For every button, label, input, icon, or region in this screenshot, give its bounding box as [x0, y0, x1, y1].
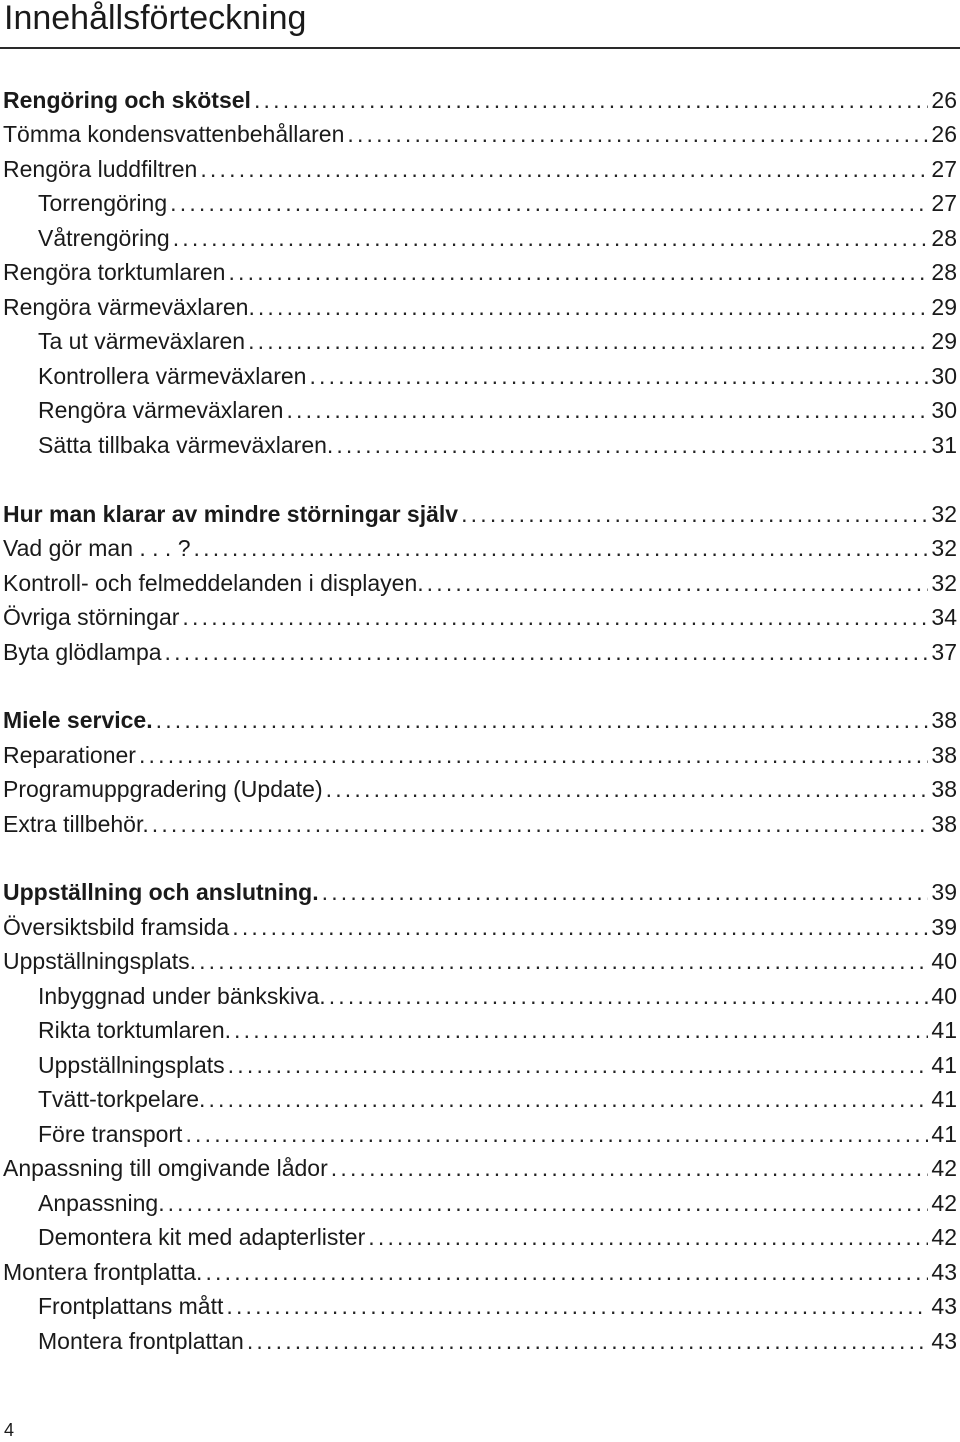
toc-leader-dots	[248, 324, 928, 358]
toc-leader-dots	[168, 1186, 929, 1220]
toc-entry[interactable]	[0, 1324, 957, 1358]
toc-entry-page: 42	[931, 1155, 957, 1181]
toc-entry-page: 30	[931, 363, 957, 389]
toc-entry-page: 40	[931, 948, 957, 974]
toc-leader-dots	[165, 635, 929, 669]
toc-entry[interactable]	[0, 1255, 957, 1289]
toc-entry-page: 41	[931, 1052, 957, 1078]
toc-entry-label: Uppställningsplats.	[3, 948, 197, 974]
toc-entry-page: 38	[931, 742, 957, 768]
toc-entry[interactable]	[0, 1117, 957, 1151]
toc-entry-label: Kontroll- och felmeddelanden i displayen.	[3, 570, 424, 596]
toc-leader-dots	[200, 152, 928, 186]
toc-entry-label: Frontplattans mått	[38, 1293, 224, 1319]
toc-entry-page: 38	[931, 811, 957, 837]
toc-leader-dots	[156, 703, 929, 737]
toc-entry[interactable]	[0, 1048, 957, 1082]
toc-entry[interactable]	[0, 703, 957, 737]
toc-entry[interactable]	[0, 772, 957, 806]
toc-entry-label: Demontera kit med adapterlister	[38, 1224, 366, 1250]
toc-entry-label: Rengöra luddfiltren	[3, 156, 198, 182]
toc-entry[interactable]	[0, 290, 957, 324]
toc-leader-dots	[232, 910, 928, 944]
toc-entry[interactable]	[0, 393, 957, 427]
toc-leader-dots	[326, 772, 929, 806]
toc-entry-page: 27	[931, 156, 957, 182]
toc-entry-label: Programuppgradering (Update)	[3, 776, 323, 802]
toc-entry-label: Tömma kondensvattenbehållaren	[3, 121, 345, 147]
toc-entry[interactable]	[0, 910, 957, 944]
toc-entry-label: Rikta torktumlaren.	[38, 1017, 232, 1043]
toc-entry-page: 38	[931, 776, 957, 802]
toc-leader-dots	[194, 531, 929, 565]
toc-entry-page: 28	[931, 259, 957, 285]
toc-entry-label: Vad gör man . . . ?	[3, 535, 191, 561]
toc-leader-dots	[185, 1117, 928, 1151]
toc-entry-label: Inbyggnad under bänkskiva.	[38, 983, 326, 1009]
toc-leader-dots	[309, 359, 928, 393]
toc-entry[interactable]	[0, 531, 957, 565]
toc-entry[interactable]	[0, 324, 957, 358]
toc-entry[interactable]	[0, 221, 957, 255]
toc-entry-label: Övriga störningar	[3, 604, 180, 630]
toc-entry-page: 39	[931, 914, 957, 940]
toc-entry-label: Rengöring och skötsel	[3, 87, 251, 113]
toc-entry-label: Byta glödlampa	[3, 639, 162, 665]
toc-entry-page: 42	[931, 1224, 957, 1250]
toc-entry-page: 42	[931, 1190, 957, 1216]
toc-entry-label: Översiktsbild framsida	[3, 914, 230, 940]
toc-entry-label: Kontrollera värmeväxlaren	[38, 363, 307, 389]
toc-leader-dots	[286, 393, 928, 427]
toc-entry[interactable]	[0, 807, 957, 841]
toc-entry-label: Uppställning och anslutning.	[3, 879, 319, 905]
toc-entry[interactable]	[0, 566, 957, 600]
toc-leader-dots	[139, 738, 928, 772]
toc-entry[interactable]	[0, 186, 957, 220]
toc-entry-page: 43	[931, 1328, 957, 1354]
toc-entry-label: Ta ut värmeväxlaren	[38, 328, 246, 354]
toc-leader-dots	[368, 1220, 928, 1254]
toc-entry[interactable]	[0, 497, 957, 531]
toc-entry-label: Montera frontplattan	[38, 1328, 244, 1354]
toc-entry[interactable]	[0, 255, 957, 289]
toc-entry-page: 40	[931, 983, 957, 1009]
toc-leader-dots	[199, 944, 928, 978]
toc-entry[interactable]	[0, 117, 957, 151]
toc-entry[interactable]	[0, 1186, 957, 1220]
toc-entry-page: 31	[931, 432, 957, 458]
toc-entry-label: Uppställningsplats	[38, 1052, 225, 1078]
toc-leader-dots	[331, 1151, 929, 1185]
toc-entry-page: 41	[931, 1086, 957, 1112]
toc-entry[interactable]	[0, 635, 957, 669]
toc-entry-label: Extra tillbehör.	[3, 811, 149, 837]
toc-entry[interactable]	[0, 1289, 957, 1323]
toc-leader-dots	[228, 255, 928, 289]
toc-entry-label: Anpassning.	[38, 1190, 165, 1216]
toc-entry-page: 27	[931, 190, 957, 216]
toc-leader-dots	[173, 221, 929, 255]
toc-entry-label: Rengöra torktumlaren	[3, 259, 226, 285]
title-divider	[0, 47, 960, 49]
page-number: 4	[4, 1420, 15, 1440]
toc-entry-label: Rengöra värmeväxlaren.	[3, 294, 255, 320]
toc-leader-dots	[322, 875, 929, 909]
toc-entry-label: Våtrengöring	[38, 225, 170, 251]
toc-leader-dots	[347, 117, 928, 151]
toc-entry[interactable]	[0, 600, 957, 634]
toc-entry[interactable]	[0, 1151, 957, 1185]
toc-leader-dots	[247, 1324, 929, 1358]
toc-entry-page: 28	[931, 225, 957, 251]
toc-leader-dots	[254, 83, 928, 117]
toc-leader-dots	[205, 1255, 928, 1289]
toc-leader-dots	[208, 1082, 928, 1116]
toc-entry-page: 26	[931, 87, 957, 113]
toc-entry[interactable]	[0, 1013, 957, 1047]
toc-entry[interactable]	[0, 738, 957, 772]
toc-leader-dots	[152, 807, 929, 841]
toc-entry-page: 29	[931, 328, 957, 354]
toc-entry-page: 32	[931, 535, 957, 561]
toc-leader-dots	[182, 600, 928, 634]
toc-entry-page: 34	[931, 604, 957, 630]
toc-entry[interactable]	[0, 359, 957, 393]
toc-entry-label: Rengöra värmeväxlaren	[38, 397, 284, 423]
toc-entry-label: Miele service.	[3, 707, 153, 733]
toc-entry[interactable]	[0, 152, 957, 186]
toc-entry-page: 26	[931, 121, 957, 147]
toc-leader-dots	[170, 186, 928, 220]
toc-leader-dots	[234, 1013, 928, 1047]
toc-entry-page: 43	[931, 1293, 957, 1319]
toc-entry-label: Sätta tillbaka värmeväxlaren.	[38, 432, 334, 458]
toc-leader-dots	[226, 1289, 928, 1323]
toc-entry[interactable]	[0, 944, 957, 978]
toc-entry-label: Torrengöring	[38, 190, 168, 216]
toc-leader-dots	[427, 566, 929, 600]
toc-leader-dots	[461, 497, 928, 531]
toc-entry-page: 32	[931, 570, 957, 596]
toc-entry-label: Reparationer	[3, 742, 136, 768]
toc-entry-page: 43	[931, 1259, 957, 1285]
page-title: Innehållsförteckning	[4, 0, 307, 37]
toc-entry[interactable]	[0, 979, 957, 1013]
toc-entry[interactable]	[0, 83, 957, 117]
toc-entry[interactable]	[0, 428, 957, 462]
toc-entry-label: Före transport	[38, 1121, 183, 1147]
toc-leader-dots	[258, 290, 929, 324]
toc-entry-page: 39	[931, 879, 957, 905]
toc-entry[interactable]	[0, 875, 957, 909]
toc-entry-label: Anpassning till omgivande lådor	[3, 1155, 328, 1181]
toc-entry-label: Tvätt-torkpelare.	[38, 1086, 206, 1112]
toc-entry-label: Montera frontplatta.	[3, 1259, 203, 1285]
toc-entry-page: 37	[931, 639, 957, 665]
toc-entry-page: 32	[931, 501, 957, 527]
toc-entry-page: 38	[931, 707, 957, 733]
toc-leader-dots	[228, 1048, 929, 1082]
toc-entry[interactable]	[0, 1082, 957, 1116]
toc-entry-page: 41	[931, 1121, 957, 1147]
toc-leader-dots	[329, 979, 929, 1013]
toc-entry-page: 30	[931, 397, 957, 423]
toc-leader-dots	[336, 428, 928, 462]
toc-entry-page: 41	[931, 1017, 957, 1043]
toc-entry[interactable]	[0, 1220, 957, 1254]
toc-entry-label: Hur man klarar av mindre störningar själv	[3, 501, 459, 527]
toc-entry-page: 29	[931, 294, 957, 320]
